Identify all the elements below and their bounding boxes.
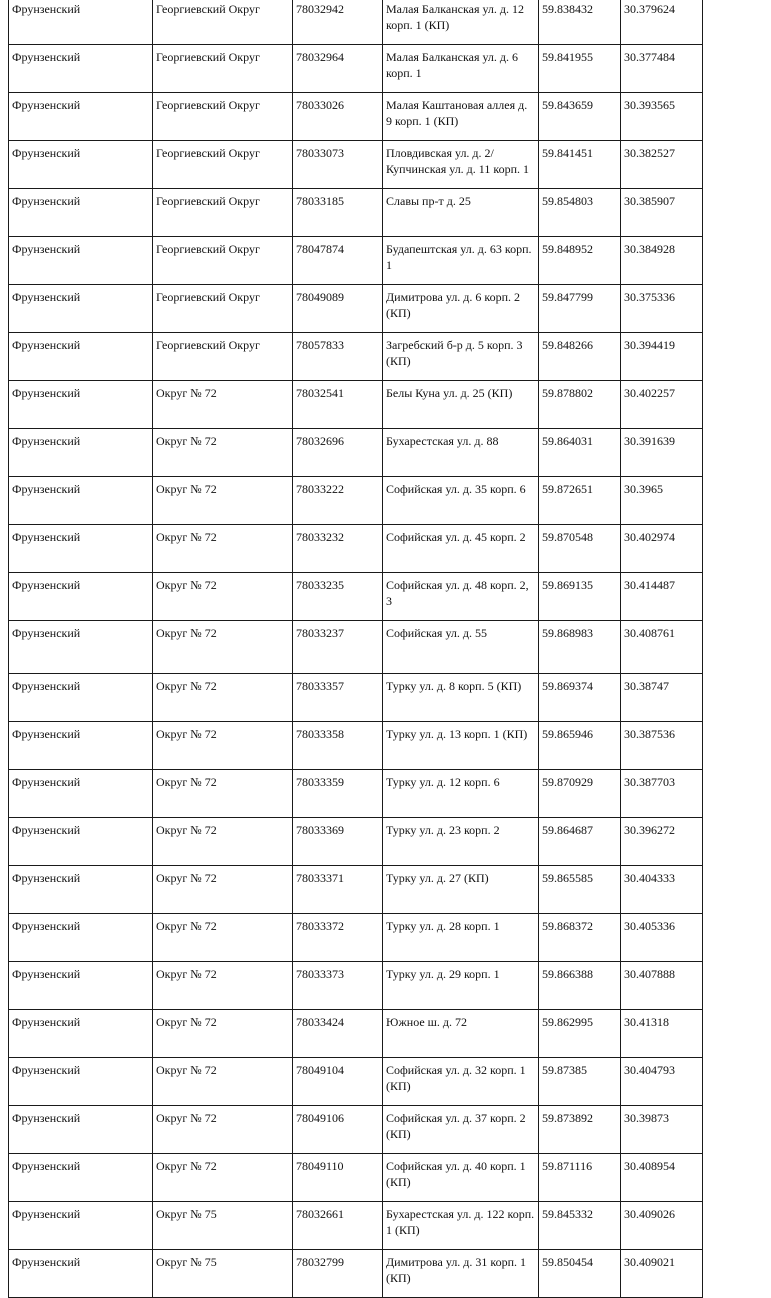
longitude-cell: 30.393565: [621, 93, 703, 141]
latitude-cell: 59.845332: [539, 1202, 621, 1250]
okrug-cell: Георгиевский Округ: [153, 237, 293, 285]
table-row: [9, 525, 703, 573]
longitude-cell: 30.396272: [621, 818, 703, 866]
address-cell: Софийская ул. д. 40 корп. 1 (КП): [383, 1154, 539, 1202]
table-body: [9, 0, 703, 1298]
table-row: [9, 770, 703, 818]
longitude-cell: 30.404333: [621, 866, 703, 914]
district-cell: Фрунзенский: [9, 1202, 153, 1250]
code-cell: 78033026: [293, 93, 383, 141]
okrug-cell: Округ № 72: [153, 722, 293, 770]
code-cell: 78049104: [293, 1058, 383, 1106]
okrug-cell: Георгиевский Округ: [153, 333, 293, 381]
district-cell: Фрунзенский: [9, 45, 153, 93]
address-cell: Софийская ул. д. 45 корп. 2: [383, 525, 539, 573]
okrug-cell: Округ № 72: [153, 1106, 293, 1154]
latitude-cell: 59.848266: [539, 333, 621, 381]
latitude-cell: 59.862995: [539, 1010, 621, 1058]
okrug-cell: Георгиевский Округ: [153, 141, 293, 189]
okrug-cell: Округ № 72: [153, 914, 293, 962]
okrug-cell: Округ № 72: [153, 1010, 293, 1058]
okrug-cell: Георгиевский Округ: [153, 45, 293, 93]
address-cell: Загребский б-р д. 5 корп. 3 (КП): [383, 333, 539, 381]
address-cell: Малая Балканская ул. д. 12 корп. 1 (КП): [383, 0, 539, 45]
longitude-cell: 30.391639: [621, 429, 703, 477]
latitude-cell: 59.854803: [539, 189, 621, 237]
code-cell: 78032942: [293, 0, 383, 45]
longitude-cell: 30.377484: [621, 45, 703, 93]
longitude-cell: 30.375336: [621, 285, 703, 333]
latitude-cell: 59.87385: [539, 1058, 621, 1106]
latitude-cell: 59.872651: [539, 477, 621, 525]
longitude-cell: 30.409026: [621, 1202, 703, 1250]
address-cell: Софийская ул. д. 32 корп. 1 (КП): [383, 1058, 539, 1106]
address-cell: Южное ш. д. 72: [383, 1010, 539, 1058]
district-cell: Фрунзенский: [9, 141, 153, 189]
code-cell: 78047874: [293, 237, 383, 285]
latitude-cell: 59.864031: [539, 429, 621, 477]
polling-stations-table: [8, 0, 703, 1298]
district-cell: Фрунзенский: [9, 962, 153, 1010]
address-cell: Турку ул. д. 13 корп. 1 (КП): [383, 722, 539, 770]
table-row: [9, 477, 703, 525]
district-cell: Фрунзенский: [9, 1250, 153, 1298]
code-cell: 78032799: [293, 1250, 383, 1298]
longitude-cell: 30.408761: [621, 621, 703, 674]
okrug-cell: Округ № 75: [153, 1250, 293, 1298]
longitude-cell: 30.384928: [621, 237, 703, 285]
okrug-cell: Округ № 72: [153, 962, 293, 1010]
district-cell: Фрунзенский: [9, 525, 153, 573]
longitude-cell: 30.387536: [621, 722, 703, 770]
latitude-cell: 59.870548: [539, 525, 621, 573]
okrug-cell: Округ № 72: [153, 770, 293, 818]
address-cell: Турку ул. д. 27 (КП): [383, 866, 539, 914]
address-cell: Димитрова ул. д. 31 корп. 1 (КП): [383, 1250, 539, 1298]
latitude-cell: 59.866388: [539, 962, 621, 1010]
district-cell: Фрунзенский: [9, 818, 153, 866]
table-row: [9, 333, 703, 381]
table-row: [9, 1010, 703, 1058]
address-cell: Турку ул. д. 28 корп. 1: [383, 914, 539, 962]
address-cell: Малая Балканская ул. д. 6 корп. 1: [383, 45, 539, 93]
district-cell: Фрунзенский: [9, 1010, 153, 1058]
code-cell: 78033235: [293, 573, 383, 621]
longitude-cell: 30.405336: [621, 914, 703, 962]
code-cell: 78049089: [293, 285, 383, 333]
document-sheet: [8, 0, 702, 1298]
okrug-cell: Георгиевский Округ: [153, 93, 293, 141]
table-row: [9, 189, 703, 237]
table-row: [9, 674, 703, 722]
latitude-cell: 59.870929: [539, 770, 621, 818]
longitude-cell: 30.408954: [621, 1154, 703, 1202]
okrug-cell: Округ № 72: [153, 818, 293, 866]
okrug-cell: Округ № 72: [153, 573, 293, 621]
district-cell: Фрунзенский: [9, 93, 153, 141]
code-cell: 78033369: [293, 818, 383, 866]
district-cell: Фрунзенский: [9, 621, 153, 674]
address-cell: Бухарестская ул. д. 122 корп. 1 (КП): [383, 1202, 539, 1250]
code-cell: 78032661: [293, 1202, 383, 1250]
table-row: [9, 962, 703, 1010]
code-cell: 78032696: [293, 429, 383, 477]
table-row: [9, 0, 703, 45]
longitude-cell: 30.404793: [621, 1058, 703, 1106]
okrug-cell: Округ № 72: [153, 381, 293, 429]
district-cell: Фрунзенский: [9, 1106, 153, 1154]
table-row: [9, 621, 703, 674]
address-cell: Будапештская ул. д. 63 корп. 1: [383, 237, 539, 285]
latitude-cell: 59.868372: [539, 914, 621, 962]
code-cell: 78033357: [293, 674, 383, 722]
district-cell: Фрунзенский: [9, 189, 153, 237]
address-cell: Славы пр-т д. 25: [383, 189, 539, 237]
table-row: [9, 914, 703, 962]
district-cell: Фрунзенский: [9, 0, 153, 45]
latitude-cell: 59.848952: [539, 237, 621, 285]
address-cell: Турку ул. д. 12 корп. 6: [383, 770, 539, 818]
district-cell: Фрунзенский: [9, 333, 153, 381]
district-cell: Фрунзенский: [9, 1058, 153, 1106]
latitude-cell: 59.865585: [539, 866, 621, 914]
latitude-cell: 59.871116: [539, 1154, 621, 1202]
district-cell: Фрунзенский: [9, 285, 153, 333]
address-cell: Софийская ул. д. 37 корп. 2 (КП): [383, 1106, 539, 1154]
district-cell: Фрунзенский: [9, 914, 153, 962]
table-row: [9, 1250, 703, 1298]
longitude-cell: 30.39873: [621, 1106, 703, 1154]
district-cell: Фрунзенский: [9, 770, 153, 818]
address-cell: Турку ул. д. 29 корп. 1: [383, 962, 539, 1010]
longitude-cell: 30.409021: [621, 1250, 703, 1298]
longitude-cell: 30.385907: [621, 189, 703, 237]
district-cell: Фрунзенский: [9, 381, 153, 429]
table-row: [9, 1202, 703, 1250]
code-cell: 78049110: [293, 1154, 383, 1202]
code-cell: 78033073: [293, 141, 383, 189]
address-cell: Бухарестская ул. д. 88: [383, 429, 539, 477]
okrug-cell: Округ № 72: [153, 477, 293, 525]
okrug-cell: Округ № 72: [153, 429, 293, 477]
code-cell: 78032964: [293, 45, 383, 93]
code-cell: 78032541: [293, 381, 383, 429]
address-cell: Турку ул. д. 8 корп. 5 (КП): [383, 674, 539, 722]
okrug-cell: Округ № 75: [153, 1202, 293, 1250]
okrug-cell: Георгиевский Округ: [153, 189, 293, 237]
okrug-cell: Округ № 72: [153, 525, 293, 573]
address-cell: Белы Куна ул. д. 25 (КП): [383, 381, 539, 429]
district-cell: Фрунзенский: [9, 477, 153, 525]
code-cell: 78033371: [293, 866, 383, 914]
table-row: [9, 573, 703, 621]
code-cell: 78033237: [293, 621, 383, 674]
table-row: [9, 237, 703, 285]
table-row: [9, 93, 703, 141]
code-cell: 78033358: [293, 722, 383, 770]
latitude-cell: 59.841451: [539, 141, 621, 189]
table-row: [9, 381, 703, 429]
code-cell: 78033424: [293, 1010, 383, 1058]
longitude-cell: 30.387703: [621, 770, 703, 818]
latitude-cell: 59.869135: [539, 573, 621, 621]
code-cell: 78057833: [293, 333, 383, 381]
table-row: [9, 45, 703, 93]
district-cell: Фрунзенский: [9, 866, 153, 914]
latitude-cell: 59.838432: [539, 0, 621, 45]
longitude-cell: 30.407888: [621, 962, 703, 1010]
okrug-cell: Округ № 72: [153, 866, 293, 914]
address-cell: Пловдивская ул. д. 2/ Купчинская ул. д. 11 корп. 1: [383, 141, 539, 189]
table-row: [9, 1058, 703, 1106]
district-cell: Фрунзенский: [9, 573, 153, 621]
okrug-cell: Георгиевский Округ: [153, 285, 293, 333]
district-cell: Фрунзенский: [9, 237, 153, 285]
longitude-cell: 30.394419: [621, 333, 703, 381]
okrug-cell: Округ № 72: [153, 1154, 293, 1202]
code-cell: 78033359: [293, 770, 383, 818]
code-cell: 78033185: [293, 189, 383, 237]
code-cell: 78033373: [293, 962, 383, 1010]
code-cell: 78033372: [293, 914, 383, 962]
district-cell: Фрунзенский: [9, 429, 153, 477]
address-cell: Турку ул. д. 23 корп. 2: [383, 818, 539, 866]
address-cell: Димитрова ул. д. 6 корп. 2 (КП): [383, 285, 539, 333]
longitude-cell: 30.414487: [621, 573, 703, 621]
okrug-cell: Округ № 72: [153, 674, 293, 722]
address-cell: Малая Каштановая аллея д. 9 корп. 1 (КП): [383, 93, 539, 141]
district-cell: Фрунзенский: [9, 1154, 153, 1202]
table-row: [9, 429, 703, 477]
code-cell: 78049106: [293, 1106, 383, 1154]
table-row: [9, 1154, 703, 1202]
latitude-cell: 59.847799: [539, 285, 621, 333]
latitude-cell: 59.869374: [539, 674, 621, 722]
longitude-cell: 30.379624: [621, 0, 703, 45]
code-cell: 78033232: [293, 525, 383, 573]
okrug-cell: Округ № 72: [153, 1058, 293, 1106]
latitude-cell: 59.865946: [539, 722, 621, 770]
latitude-cell: 59.850454: [539, 1250, 621, 1298]
latitude-cell: 59.843659: [539, 93, 621, 141]
latitude-cell: 59.864687: [539, 818, 621, 866]
table-row: [9, 818, 703, 866]
address-cell: Софийская ул. д. 35 корп. 6: [383, 477, 539, 525]
address-cell: Софийская ул. д. 55: [383, 621, 539, 674]
latitude-cell: 59.873892: [539, 1106, 621, 1154]
district-cell: Фрунзенский: [9, 722, 153, 770]
code-cell: 78033222: [293, 477, 383, 525]
longitude-cell: 30.41318: [621, 1010, 703, 1058]
longitude-cell: 30.402974: [621, 525, 703, 573]
longitude-cell: 30.3965: [621, 477, 703, 525]
latitude-cell: 59.878802: [539, 381, 621, 429]
table-row: [9, 141, 703, 189]
table-row: [9, 1106, 703, 1154]
address-cell: Софийская ул. д. 48 корп. 2, 3: [383, 573, 539, 621]
table-row: [9, 722, 703, 770]
table-row: [9, 866, 703, 914]
okrug-cell: Георгиевский Округ: [153, 0, 293, 45]
latitude-cell: 59.841955: [539, 45, 621, 93]
longitude-cell: 30.382527: [621, 141, 703, 189]
okrug-cell: Округ № 72: [153, 621, 293, 674]
longitude-cell: 30.38747: [621, 674, 703, 722]
table-row: [9, 285, 703, 333]
longitude-cell: 30.402257: [621, 381, 703, 429]
district-cell: Фрунзенский: [9, 674, 153, 722]
latitude-cell: 59.868983: [539, 621, 621, 674]
